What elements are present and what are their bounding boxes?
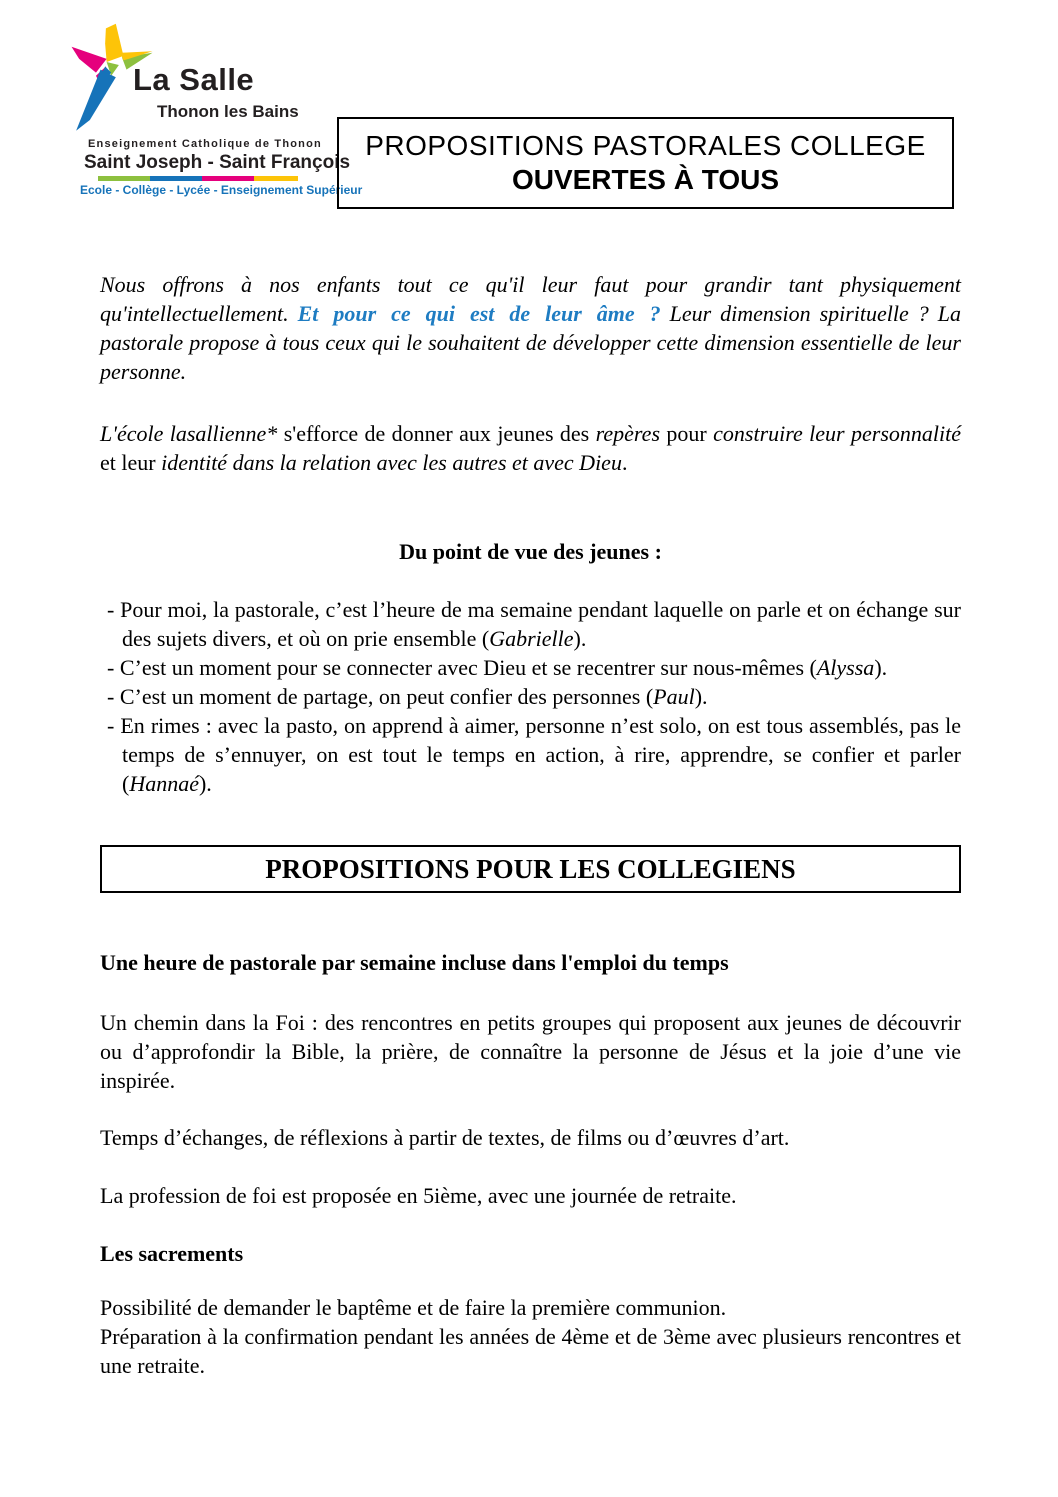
lasallienne-segment-5: construire leur personnalité <box>713 421 962 446</box>
logo-color-bar <box>98 176 298 181</box>
logo-bar-green-segment <box>98 176 150 181</box>
sacrements-line-1: Possibilité de demander le baptême et de faire la première communion. <box>100 1295 727 1320</box>
logo-location-text: Thonon les Bains <box>157 102 299 121</box>
collegiens-section-box <box>100 845 961 893</box>
quote-author: Gabrielle <box>489 626 574 651</box>
lasallienne-segment-7: identité dans la relation avec les autres et avec Dieu <box>161 450 622 475</box>
intro-text-before: Nous offrons à nos enfants tout ce qu'il leur faut pour grandir tant physiquement qu'intellectuellement. <box>100 272 961 326</box>
profession-foi-paragraph: La profession de foi est proposée en 5ième, avec une journée de retraite. <box>100 1183 737 1208</box>
logo-schools-text: Saint Joseph - Saint François <box>84 152 351 173</box>
logo-network-text: Enseignement Catholique de Thonon <box>88 138 322 150</box>
quote-author: Hannaé <box>129 771 199 796</box>
quote-bullet: - <box>107 655 120 680</box>
quote-suffix: ). <box>874 655 888 680</box>
quote-item <box>100 682 961 711</box>
lasallienne-segment-8: . <box>621 450 628 475</box>
pastorale-hour-heading: Une heure de pastorale par semaine incluse dans l'emploi du temps <box>100 950 729 975</box>
quote-text: C’est un moment de partage, on peut confier des personnes ( <box>119 684 654 709</box>
logo-bar-yellow-segment <box>254 176 298 181</box>
chemin-foi-paragraph: Un chemin dans la Foi : des rencontres en petits groupes qui proposent aux jeunes de découvrir ou d’approfondir la Bible, la prière, de connaître la personne de Jésus et la joie d’une vie inspirée. <box>100 1010 961 1093</box>
quote-text: En rimes : avec la pasto, on apprend à aimer, personne n’est solo, on est tous assemblés, pas le temps de s’ennuyer, on est tout le temps en action, à rire, apprendre, se confier et parler ( <box>120 713 962 796</box>
lasallienne-segment-1: L'école lasallienne* <box>100 421 278 446</box>
intro-paragraph <box>100 270 961 386</box>
intro-highlight-question: Et pour ce qui est de leur âme ? <box>297 301 661 326</box>
document-body <box>100 270 961 1380</box>
document-title-line2: OUVERTES À TOUS <box>511 164 780 195</box>
sacrements-paragraph <box>100 1293 961 1380</box>
quote-item <box>100 595 961 653</box>
lasallienne-segment-3: repères <box>595 421 661 446</box>
quote-item <box>100 711 961 798</box>
sacrements-line-2: Préparation à la confirmation pendant les années de 4ème et de 3ème avec plusieurs rencontres et une retraite. <box>100 1324 961 1378</box>
lasallienne-paragraph <box>100 419 961 477</box>
jeunes-heading: Du point de vue des jeunes : <box>399 539 662 564</box>
sacrements-heading: Les sacrements <box>100 1241 244 1266</box>
lasallienne-segment-6: et leur <box>100 450 162 475</box>
lasallienne-segment-2: s'efforce de donner aux jeunes des <box>277 421 596 446</box>
quote-bullet: - <box>107 684 120 709</box>
la-salle-logo <box>70 20 363 205</box>
intro-text-after: Leur dimension spirituelle ? La pastorale propose à tous ceux qui le souhaitent de développer cette dimension essentielle de leur personne. <box>100 301 961 384</box>
quote-item <box>100 653 961 682</box>
logo-bar-blue-segment <box>150 176 202 181</box>
temps-echanges-paragraph: Temps d’échanges, de réflexions à partir de textes, de films ou d’œuvres d’art. <box>100 1125 790 1150</box>
document-title-line1: PROPOSITIONS PASTORALES COLLEGE <box>365 130 926 161</box>
logo-brand-text: La Salle <box>133 62 255 97</box>
jeunes-quote-list <box>100 595 961 798</box>
quote-text: Pour moi, la pastorale, c’est l’heure de ma semaine pendant laquelle on parle et on échange sur des sujets divers, et où on prie ensemble ( <box>120 597 961 651</box>
logo-levels-text: Ecole - Collège - Lycée - Enseignement Supérieur <box>80 183 363 197</box>
collegiens-section-title: PROPOSITIONS POUR LES COLLEGIENS <box>265 853 796 884</box>
quote-author: Alyssa <box>816 655 875 680</box>
quote-suffix: ). <box>694 684 708 709</box>
quote-suffix: ). <box>573 626 587 651</box>
logo-bar-magenta-segment <box>202 176 254 181</box>
quote-author: Paul <box>653 684 695 709</box>
quote-text: C’est un moment pour se connecter avec Dieu et se recentrer sur nous-mêmes ( <box>119 655 817 680</box>
document-title-box <box>337 117 954 209</box>
quote-bullet: - <box>107 597 121 622</box>
quote-suffix: ). <box>198 771 212 796</box>
lasallienne-segment-4: pour <box>660 421 714 446</box>
quote-bullet: - <box>107 713 121 738</box>
